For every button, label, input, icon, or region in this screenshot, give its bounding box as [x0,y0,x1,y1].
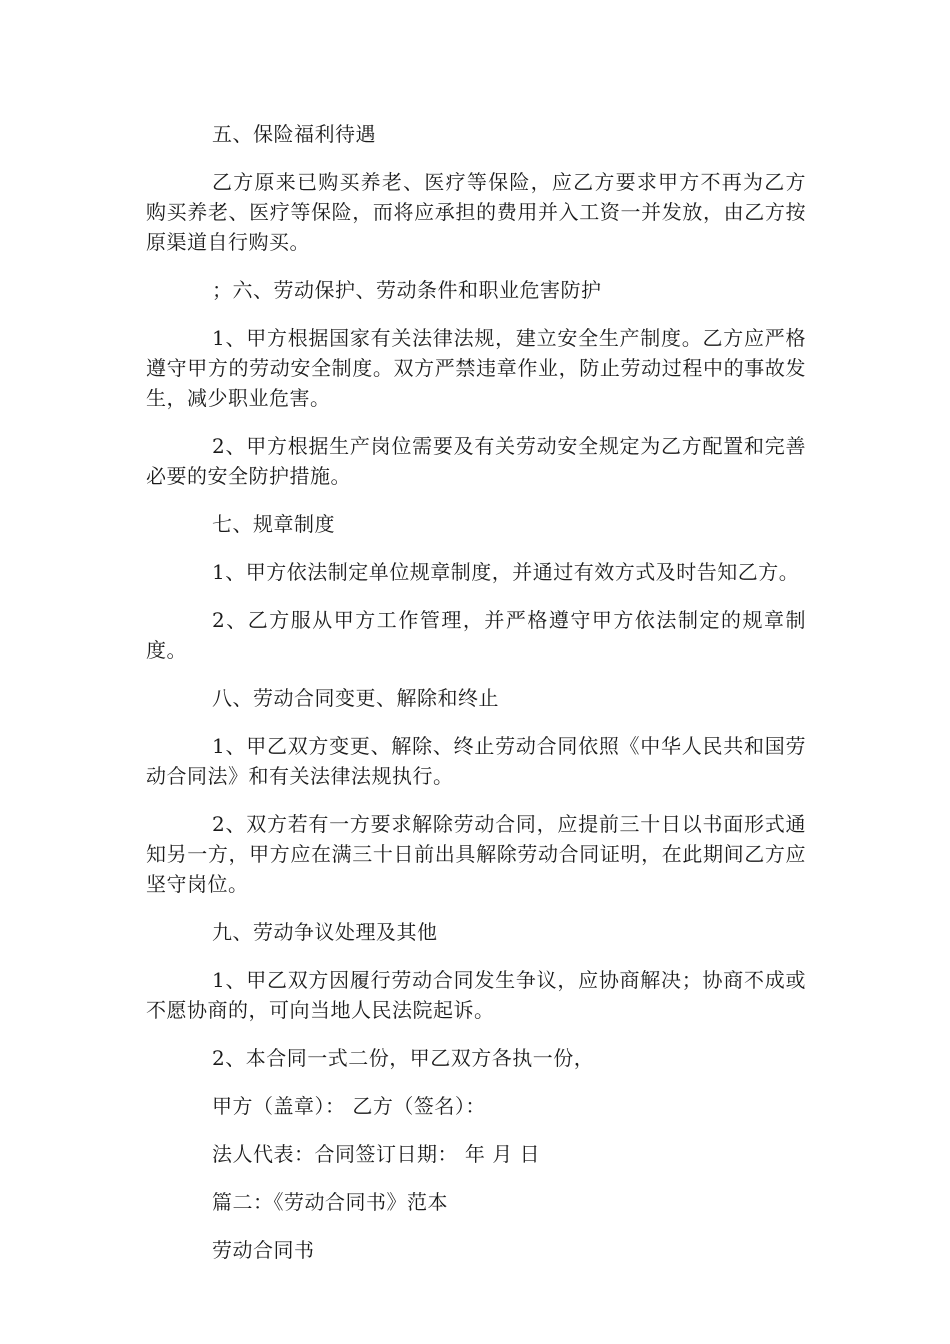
part-two-heading: 篇二：《劳动合同书》范本 [212,1190,448,1214]
document-body [146,119,806,1283]
paragraph-protection-1: 1、甲方根据国家有关法律法规，建立安全生产制度。乙方应严格遵守甲方的劳动安全制度。双方严禁违章作业，防止劳动过程中的事故发生，减少职业危害。 [146,326,806,410]
paragraph-contract-change-2: 2、双方若有一方要求解除劳动合同，应提前三十日以书面形式通知另一方，甲方应在满三十日前出具解除劳动合同证明，在此期间乙方应坚守岗位。 [146,812,806,896]
legal-representative-line: 法人代表：合同签订日期： 年 月 日 [212,1142,541,1166]
section-heading-insurance: 五、保险福利待遇 [212,122,376,146]
paragraph-disputes-1: 1、甲乙双方因履行劳动合同发生争议，应协商解决；协商不成或不愿协商的，可向当地人民法院起诉。 [146,968,806,1022]
paragraph-protection-2: 2、甲方根据生产岗位需要及有关劳动安全规定为乙方配置和完善必要的安全防护措施。 [146,434,806,488]
paragraph-rules-2: 2、乙方服从甲方工作管理，并严格遵守甲方依法制定的规章制度。 [146,608,806,662]
paragraph-insurance: 乙方原来已购买养老、医疗等保险，应乙方要求甲方不再为乙方购买养老、医疗等保险，而将应承担的费用并入工资一并发放，由乙方按原渠道自行购买。 [146,170,806,254]
paragraph-rules-1: 1、甲方依法制定单位规章制度，并通过有效方式及时告知乙方。 [212,560,800,584]
section-heading-protection: ；六、劳动保护、劳动条件和职业危害防护 [212,278,602,302]
section-heading-disputes: 九、劳动争议处理及其他 [212,920,438,944]
section-heading-contract-change: 八、劳动合同变更、解除和终止 [212,686,499,710]
contract-title: 劳动合同书 [212,1238,315,1262]
section-heading-rules: 七、规章制度 [212,512,335,536]
paragraph-contract-change-1: 1、甲乙双方变更、解除、终止劳动合同依照《中华人民共和国劳动合同法》和有关法律法规执行。 [146,734,806,788]
paragraph-disputes-2: 2、本合同一式二份，甲乙双方各执一份， [212,1046,595,1070]
signature-line: 甲方（盖章）： 乙方（签名）： [212,1094,486,1118]
